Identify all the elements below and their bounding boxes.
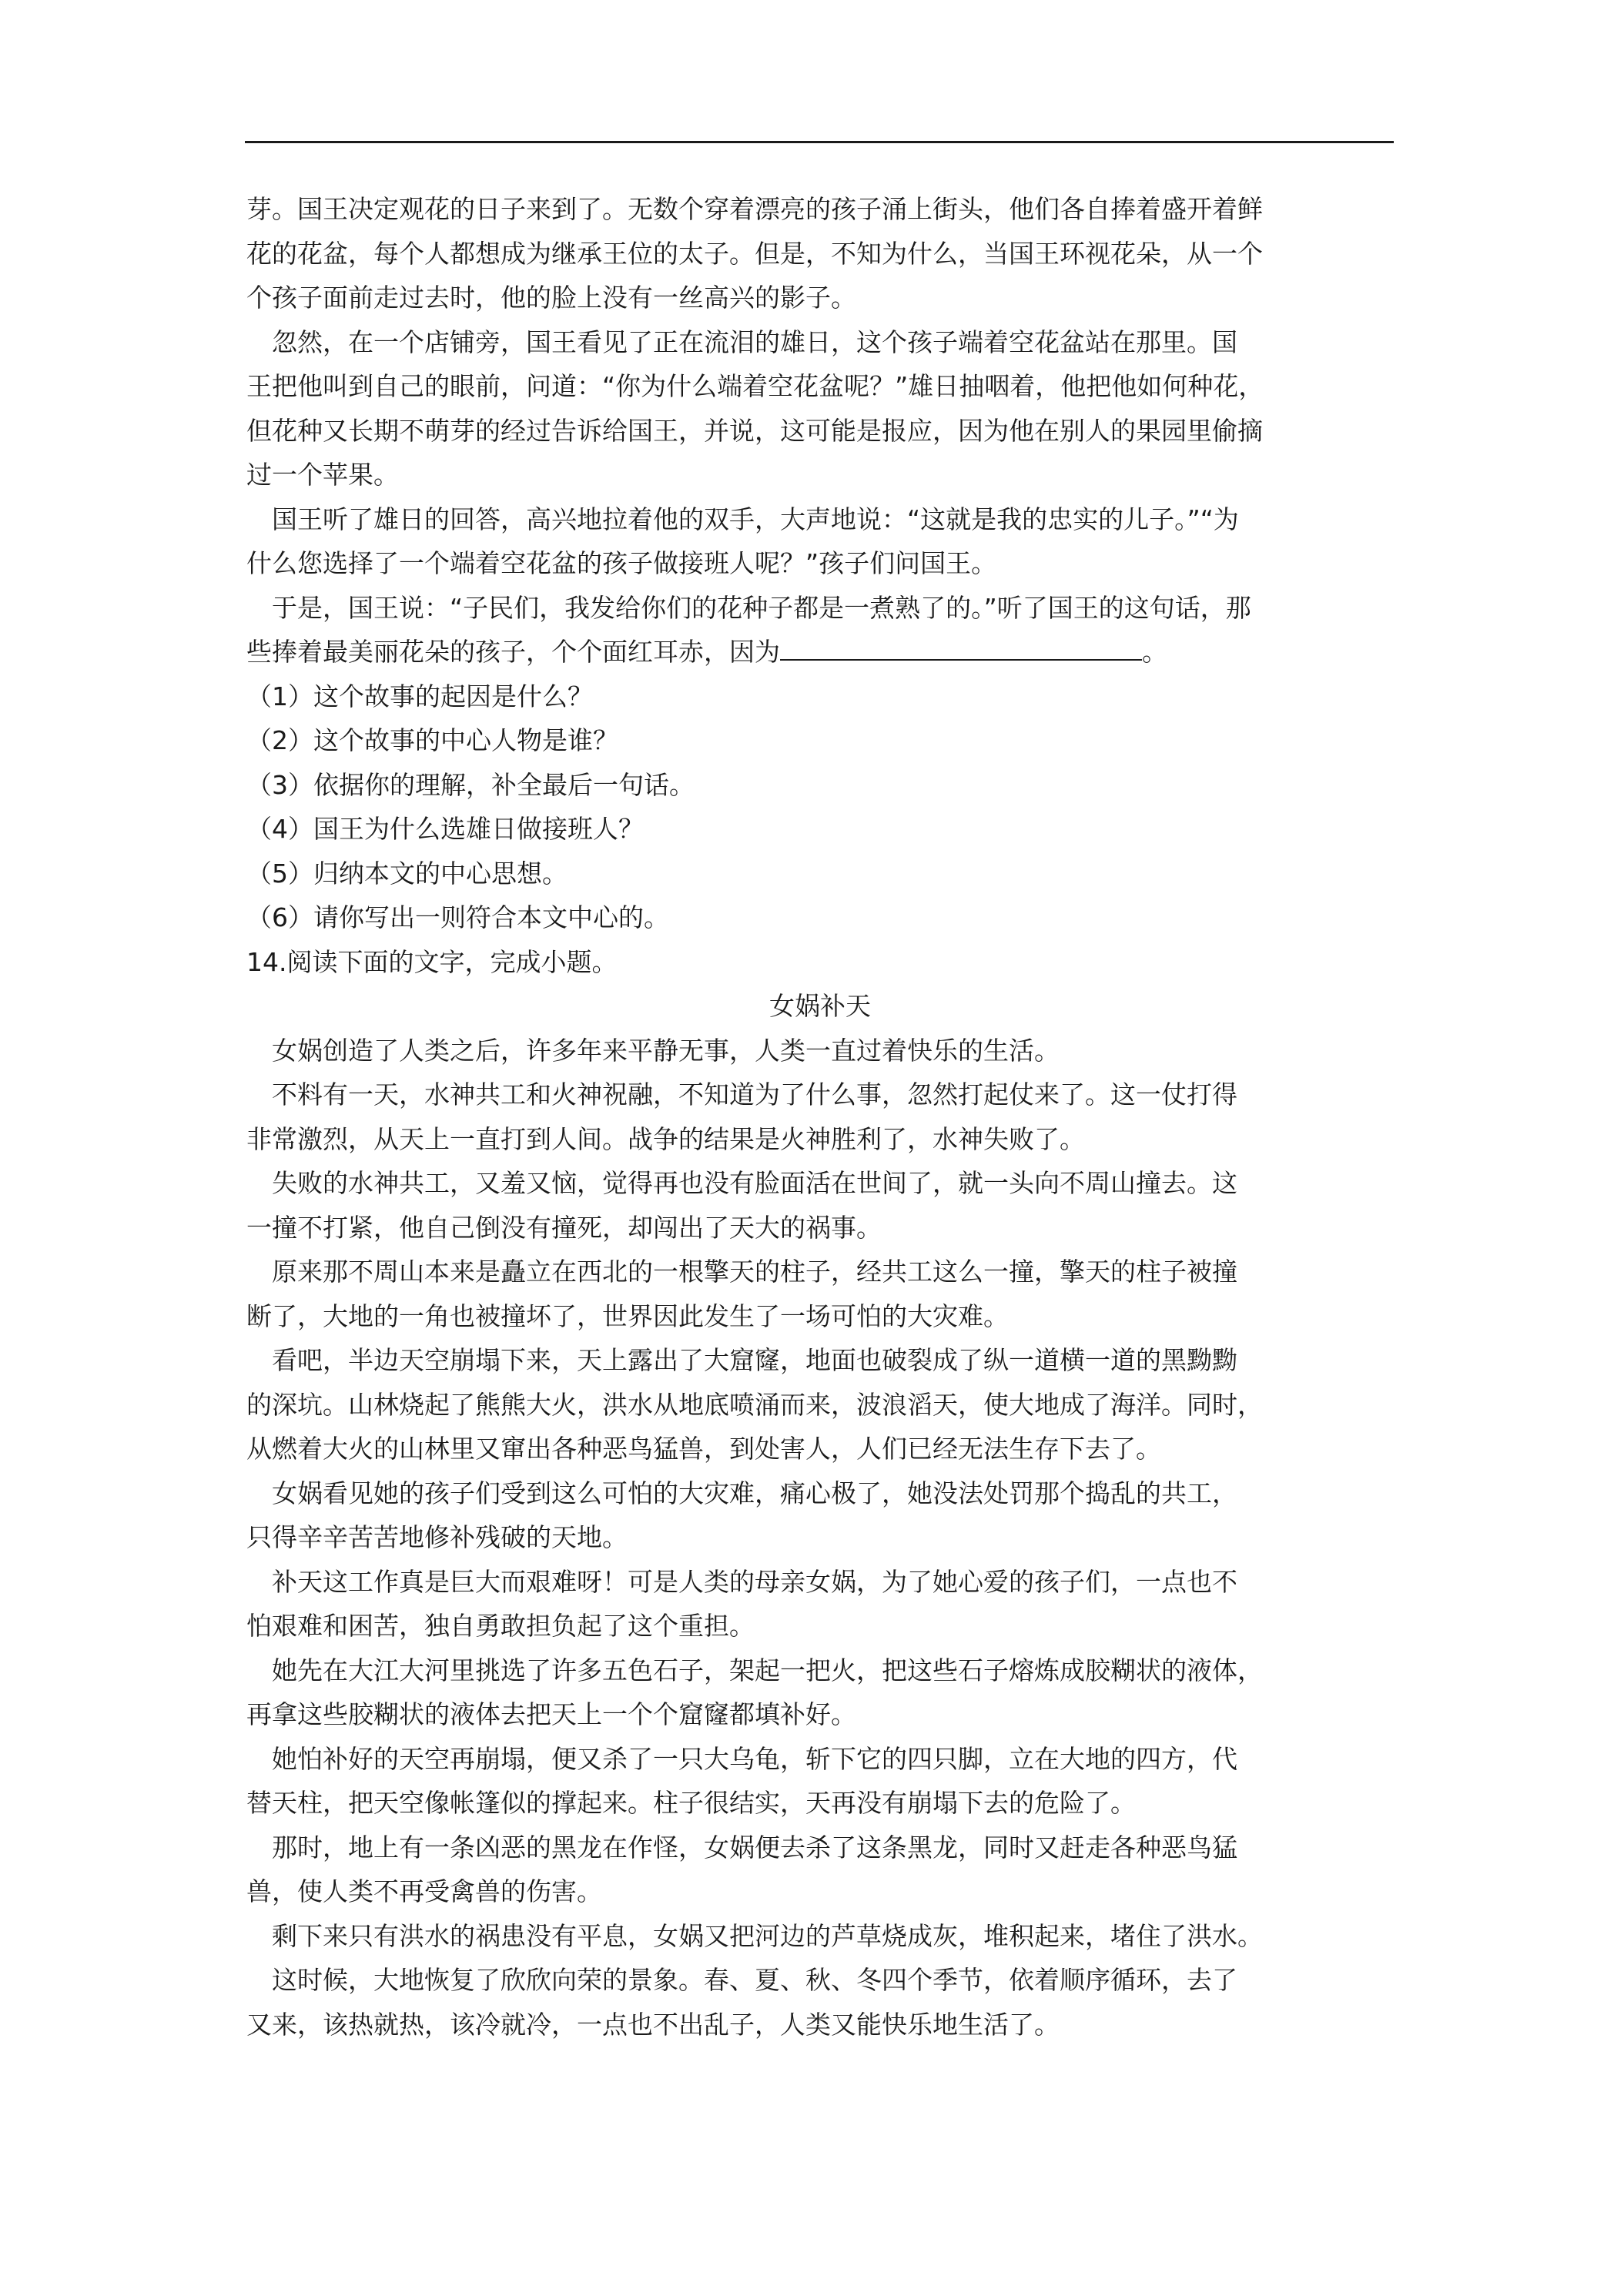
- passage-line: 芽。国王决定观花的日子来到了。无数个穿着漂亮的孩子涌上街头，他们各自捧着盛开着鲜: [246, 194, 1263, 224]
- question-item: （2）这个故事的中心人物是谁？: [246, 725, 618, 755]
- passage-line-end: 。: [1142, 637, 1167, 667]
- passage-line: 原来那不周山本来是矗立在西北的一根擎天的柱子，经共工这么一撞，擎天的柱子被撞: [272, 1257, 1237, 1287]
- header-rule: [245, 141, 1394, 143]
- passage-line: 什么您选择了一个端着空花盆的孩子做接班人呢？”孩子们问国王。: [246, 548, 997, 578]
- document-body: [246, 187, 1394, 2047]
- passage-line: 忽然，在一个店铺旁，国王看见了正在流泪的雄日，这个孩子端着空花盆站在那里。国: [272, 326, 1237, 357]
- passage-line: 于是，国王说：“子民们，我发给你们的花种子都是一煮熟了的。”听了国王的这句话，那: [272, 592, 1251, 623]
- passage-line: 王把他叫到自己的眼前，问道：“你为什么端着空花盆呢？”雄日抽咽着，他把他如何种花，: [246, 371, 1264, 401]
- passage-line: 女娲创造了人类之后，许多年来平静无事，人类一直过着快乐的生活。: [272, 1035, 1060, 1066]
- passage-title: 女娲补天: [769, 991, 871, 1021]
- question-item: （6）请你写出一则符合本文中心的。: [246, 902, 669, 932]
- passage-line: 非常激烈，从天上一直打到人间。战争的结果是火神胜利了，水神失败了。: [246, 1123, 1085, 1154]
- passage-last-line: [246, 630, 1394, 674]
- passage-line: 替天柱，把天空像帐篷似的撑起来。柱子很结实，天再没有崩塌下去的危险了。: [246, 1788, 1136, 1818]
- passage-line: 怕艰难和困苦，独自勇敢担负起了这个重担。: [246, 1611, 755, 1641]
- passage-line: 失败的水神共工，又羞又恼，觉得再也没有脸面活在世间了，就一头向不周山撞去。这: [272, 1168, 1237, 1198]
- passage-line: 一撞不打紧，他自己倒没有撞死，却闯出了天大的祸事。: [246, 1212, 882, 1243]
- passage-line: 看吧，半边天空崩塌下来，天上露出了大窟窿，地面也破裂成了纵一道横一道的黑黝黝: [272, 1345, 1237, 1375]
- passage-line: 那时，地上有一条凶恶的黑龙在作怪，女娲便去杀了这条黑龙，同时又赶走各种恶鸟猛: [272, 1832, 1237, 1863]
- question-item: （4）国王为什么选雄日做接班人？: [246, 814, 644, 844]
- question-item: （5）归纳本文的中心思想。: [246, 858, 568, 889]
- passage-line: 国王听了雄日的回答，高兴地拉着他的双手，大声地说：“这就是我的忠实的儿子。”“为: [272, 504, 1239, 534]
- passage-line: 剩下来只有洪水的祸患没有平息，女娲又把河边的芦草烧成灰，堆积起来，堵住了洪水。: [272, 1920, 1263, 1951]
- passage-line: 再拿这些胶糊状的液体去把天上一个个窟窿都填补好。: [246, 1699, 856, 1729]
- passage-line: 只得辛辛苦苦地修补残破的天地。: [246, 1522, 628, 1552]
- question-14-prompt: 14.阅读下面的文字，完成小题。: [246, 946, 618, 977]
- passage-line: 补天这工作真是巨大而艰难呀！可是人类的母亲女娲，为了她心爱的孩子们，一点也不: [272, 1566, 1237, 1597]
- question-item: （1）这个故事的起因是什么？: [246, 681, 593, 711]
- question-item: （3）依据你的理解，补全最后一句话。: [246, 769, 695, 800]
- passage-line: 过一个苹果。: [246, 460, 399, 490]
- passage-line: 断了，大地的一角也被撞坏了，世界因此发生了一场可怕的大灾难。: [246, 1300, 1009, 1331]
- passage-line: 她怕补好的天空再崩塌，便又杀了一只大乌龟，斩下它的四只脚，立在大地的四方，代: [272, 1743, 1237, 1774]
- passage-line-text: 些捧着最美丽花朵的孩子，个个面红耳赤，因为: [246, 637, 780, 667]
- passage-line: 个孩子面前走过去时，他的脸上没有一丝高兴的影子。: [246, 283, 856, 313]
- passage-line: 兽，使人类不再受禽兽的伤害。: [246, 1876, 602, 1906]
- passage-line: 不料有一天，水神共工和火神祝融，不知道为了什么事，忽然打起仗来了。这一仗打得: [272, 1079, 1237, 1110]
- passage-line: 又来，该热就热，该冷就冷，一点也不出乱子，人类又能快乐地生活了。: [246, 2009, 1060, 2040]
- passage-line: 这时候，大地恢复了欣欣向荣的景象。春、夏、秋、冬四个季节，依着顺序循环，去了: [272, 1965, 1237, 1995]
- passage-line: 的深坑。山林烧起了熊熊大火，洪水从地底喷涌而来，波浪滔天，使大地成了海洋。同时，: [246, 1389, 1263, 1420]
- passage-line: 从燃着大火的山林里又窜出各种恶鸟猛兽，到处害人，人们已经无法生存下去了。: [246, 1434, 1161, 1464]
- answer-blank: [780, 636, 1142, 661]
- passage-line: 女娲看见她的孩子们受到这么可怕的大灾难，痛心极了，她没法处罚那个捣乱的共工，: [272, 1478, 1237, 1508]
- passage-line: 她先在大江大河里挑选了许多五色石子，架起一把火，把这些石子熔炼成胶糊状的液体，: [272, 1655, 1263, 1685]
- passage-line: 花的花盆，每个人都想成为继承王位的太子。但是，不知为什么，当国王环视花朵，从一个: [246, 238, 1263, 269]
- passage-line: 但花种又长期不萌芽的经过告诉给国王，并说，这可能是报应，因为他在别人的果园里偷摘: [246, 415, 1263, 446]
